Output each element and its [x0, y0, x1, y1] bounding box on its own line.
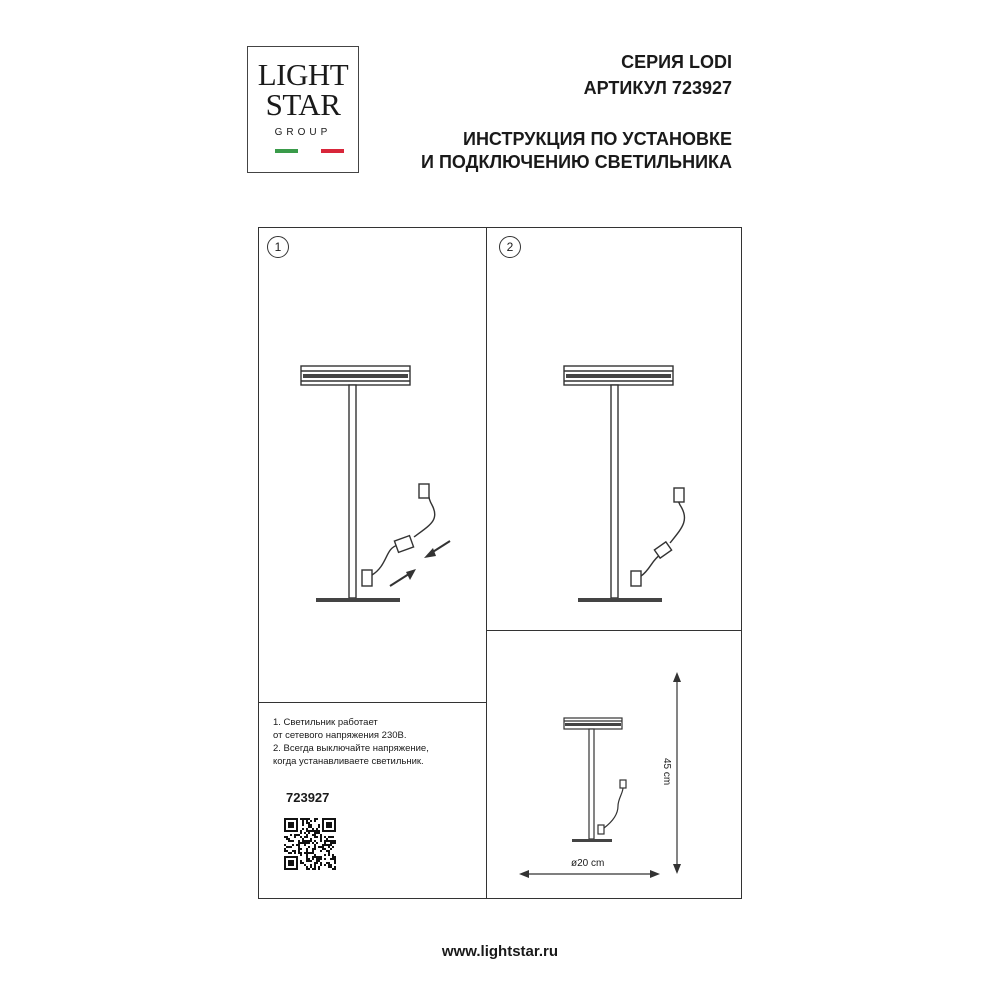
logo-line-1: LIGHT	[257, 57, 349, 92]
step-1-badge: 1	[267, 236, 289, 258]
safety-notes	[273, 716, 473, 768]
sku-number: 723927	[286, 790, 330, 805]
document-title-line-2: И ПОДКЛЮЧЕНИЮ СВЕТИЛЬНИКА	[421, 152, 732, 172]
website-url[interactable]: www.lightstar.ru	[441, 943, 559, 960]
note-line: 2. Всегда выключайте напряжение,	[273, 743, 429, 754]
note-line: когда устанавливаете светильник.	[273, 756, 424, 767]
step-2-badge: 2	[499, 236, 521, 258]
document-title-line-1: ИНСТРУКЦИЯ ПО УСТАНОВКЕ	[463, 129, 732, 149]
logo-line-2: STAR	[265, 87, 341, 122]
height-dimension-label: 45 cm	[661, 758, 672, 786]
series-name: СЕРИЯ LODI	[621, 52, 732, 72]
qr-code	[284, 818, 336, 870]
article-number: АРТИКУЛ 723927	[583, 78, 732, 98]
note-line: от сетевого напряжения 230В.	[273, 730, 407, 741]
note-line: 1. Светильник работает	[273, 717, 378, 728]
diameter-dimension-label: ø20 cm	[571, 858, 605, 869]
logo-line-3: GROUP	[274, 127, 332, 138]
